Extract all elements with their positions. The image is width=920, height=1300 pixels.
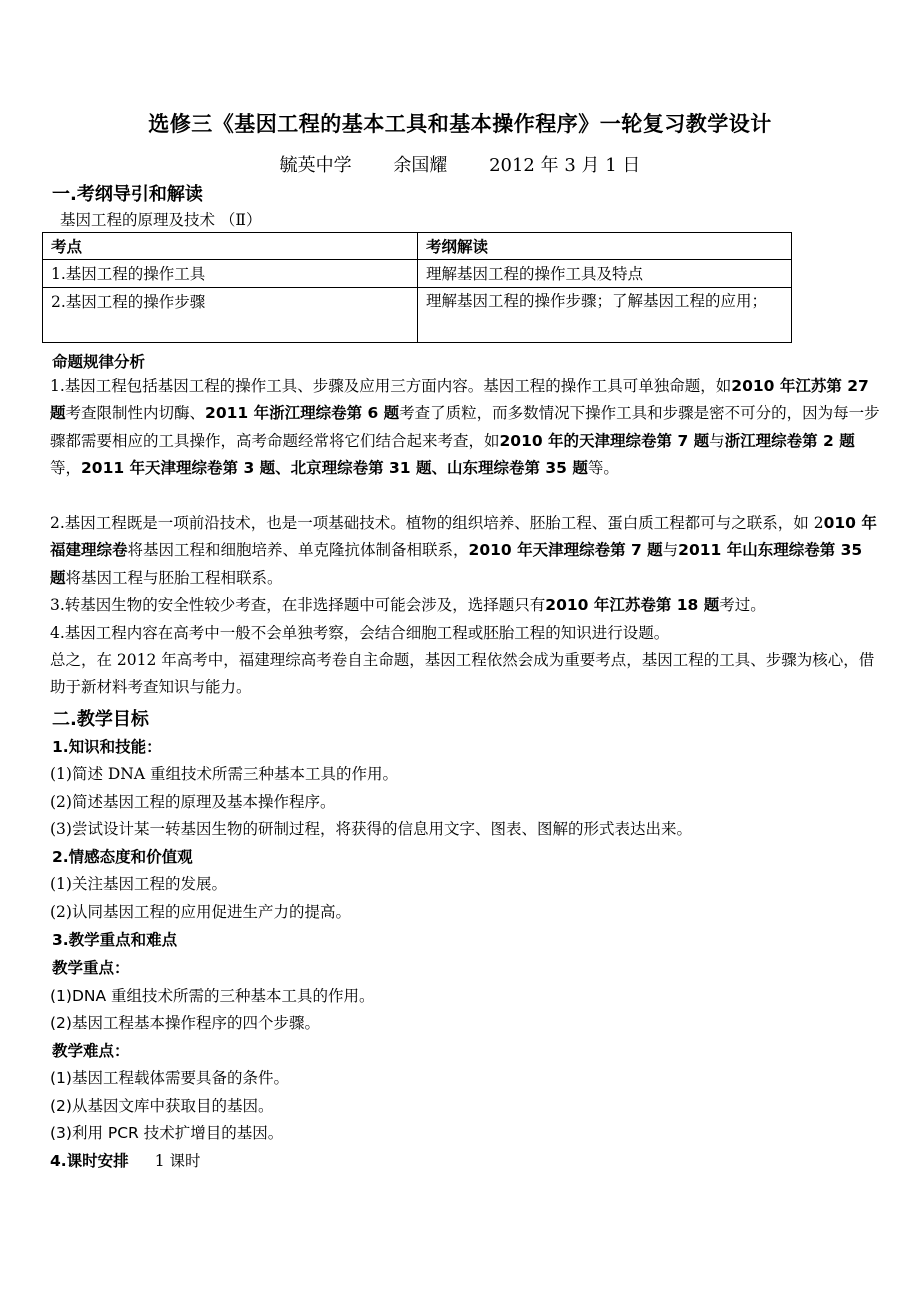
list-item: (3)利用 PCR 技术扩增目的基因。 <box>50 1124 284 1142</box>
table-cell: 2.基因工程的操作步骤 <box>43 288 418 343</box>
list-item: (2)认同基因工程的应用促进生产力的提高。 <box>50 903 351 921</box>
analysis-paragraph-1: 1.基因工程包括基因工程的操作工具、步骤及应用三方面内容。基因工程的操作工具可单独命题，如2010 年江苏第 27 题考查限制性内切酶、2011 年浙江理综卷第 6 题考查了质粒，而多数情况下操作工具和步骤是密不可分的，因为每一步骤都需要相应的工具操作，高考命题经常将它们结合起来考查，如2010 年的天津理综卷第 7 题与浙江理综卷第 2 题等，2011 年天津理综卷第 3 题、北京理综卷第 31 题、山东理综卷第 35 题等。 <box>50 377 880 477</box>
keypoints-heading: 3.教学重点和难点 <box>52 931 178 949</box>
knowledge-heading: 1.知识和技能： <box>52 738 162 756</box>
list-item: (1)DNA 重组技术所需的三种基本工具的作用。 <box>50 987 375 1005</box>
summary-paragraph: 总之，在 2012 年高考中，福建理综高考卷自主命题，基因工程依然会成为重要考点，基因工程的工具、步骤为核心，借助于新材料考查知识与能力。 <box>50 651 875 697</box>
author-name: 余国耀 <box>393 155 448 176</box>
emotion-heading: 2.情感态度和价值观 <box>52 848 193 866</box>
date: 2012 年 3 月 1 日 <box>489 155 641 176</box>
table-header-row <box>43 233 792 260</box>
section2-heading: 二.教学目标 <box>52 709 149 730</box>
difficulty-heading: 教学难点： <box>52 1042 130 1060</box>
list-item: (1)基因工程载体需要具备的条件。 <box>50 1069 289 1087</box>
table-row <box>43 288 792 343</box>
list-item: (2)基因工程基本操作程序的四个步骤。 <box>50 1014 320 1032</box>
table-cell: 1.基因工程的操作工具 <box>43 260 418 288</box>
list-item: (2)简述基因工程的原理及基本操作程序。 <box>50 793 336 811</box>
byline <box>0 151 920 177</box>
schedule-heading: 4.课时安排 <box>50 1152 129 1170</box>
section1-heading: 一.考纲导引和解读 <box>52 184 203 205</box>
analysis-paragraph-2: 2.基因工程既是一项前沿技术，也是一项基础技术。植物的组织培养、胚胎工程、蛋白质工程都可与之联系，如 2010 年福建理综卷将基因工程和细胞培养、单克隆抗体制备相联系，2010 年天津理综卷第 7 题与2011 年山东理综卷第 35 题将基因工程与胚胎工程相联系。 <box>50 514 877 587</box>
analysis-paragraph-3: 3.转基因生物的安全性较少考查，在非选择题中可能会涉及，选择题只有2010 年江苏卷第 18 题考过。 <box>50 596 766 614</box>
table-row <box>43 260 792 288</box>
list-item: (1)关注基因工程的发展。 <box>50 875 227 893</box>
table-header: 考点 <box>43 233 418 260</box>
table-cell: 理解基因工程的操作步骤；了解基因工程的应用； <box>418 288 792 343</box>
syllabus-table <box>42 232 792 343</box>
analysis-heading: 命题规律分析 <box>52 353 146 371</box>
table-header: 考纲解读 <box>418 233 792 260</box>
list-item: (2)从基因文库中获取目的基因。 <box>50 1097 274 1115</box>
document-title: 选修三《基因工程的基本工具和基本操作程序》一轮复习教学设计 <box>148 112 772 136</box>
analysis-paragraph-4: 4.基因工程内容在高考中一般不会单独考察，会结合细胞工程或胚胎工程的知识进行设题。 <box>50 624 670 642</box>
table-cell: 理解基因工程的操作工具及特点 <box>418 260 792 288</box>
list-item: (3)尝试设计某一转基因生物的研制过程，将获得的信息用文字、图表、图解的形式表达出来。 <box>50 820 692 838</box>
school-name: 毓英中学 <box>279 155 352 176</box>
schedule-value: 1 课时 <box>154 1152 201 1170</box>
topic-line: 基因工程的原理及技术 （Ⅱ） <box>60 211 262 229</box>
focus-heading: 教学重点： <box>52 959 130 977</box>
list-item: (1)简述 DNA 重组技术所需三种基本工具的作用。 <box>50 765 398 783</box>
schedule-line <box>50 1149 880 1171</box>
